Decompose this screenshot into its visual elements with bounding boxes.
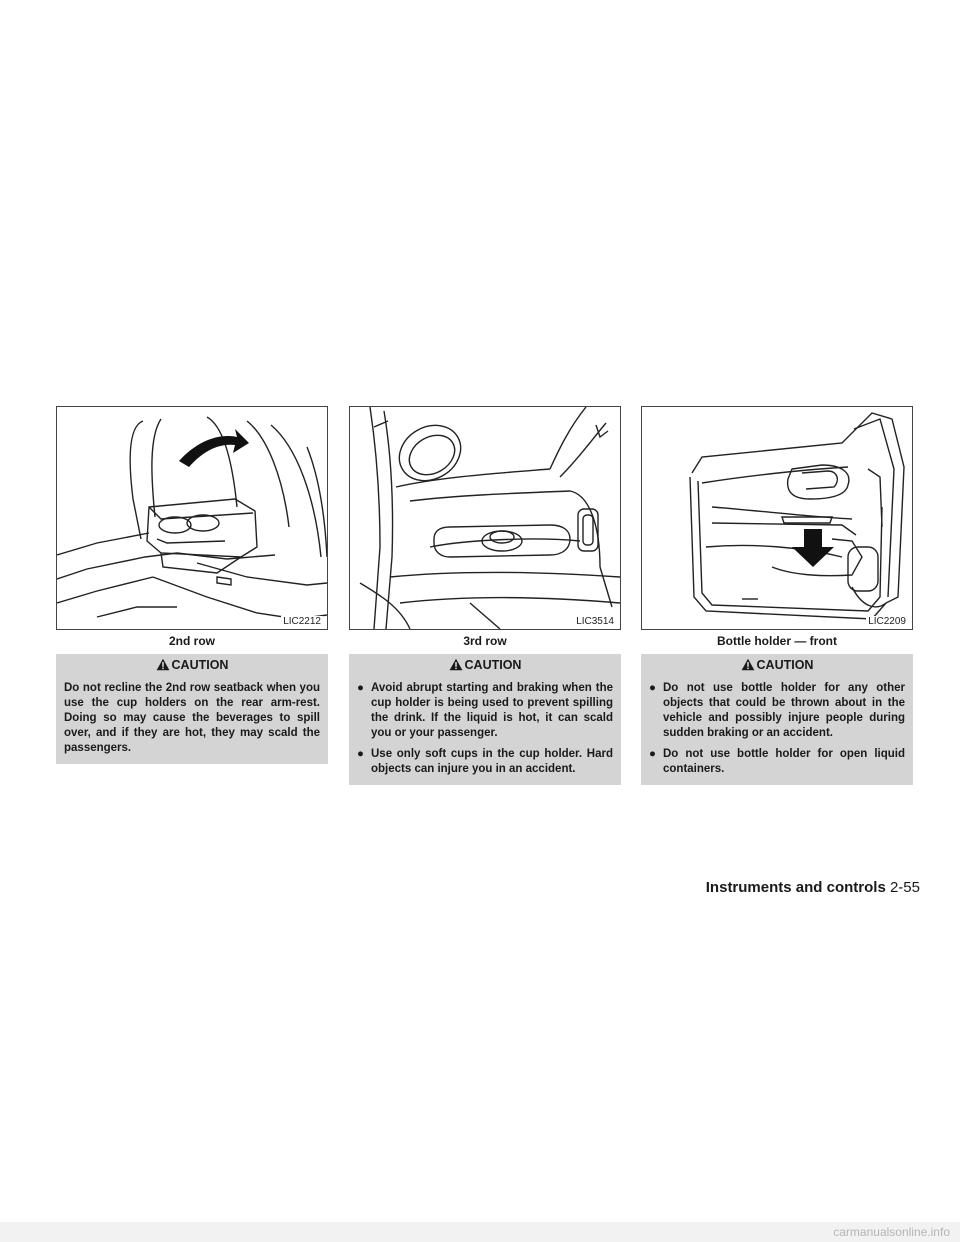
caution-bullet-list xyxy=(357,681,613,777)
caution-bullet: ● Use only soft cups in the cup holder. Hard objects can injure you in an accident. xyxy=(357,748,613,775)
caution-bullet: ● Avoid abrupt starting and braking when the cup holder is being used to prevent spilling the drink. If the liquid is hot, it can scald you or your passenger. xyxy=(357,682,613,739)
figure-2nd-row xyxy=(56,406,328,630)
caution-box xyxy=(56,654,328,764)
illustration-rear-armrest-cup-holder xyxy=(57,407,327,629)
illustration-third-row-cup-holder xyxy=(350,407,620,629)
figure-bottle-holder-front xyxy=(641,406,913,630)
caution-box xyxy=(349,654,621,785)
caution-text: Do not recline the 2nd row seatback when you use the cup holders on the rear arm-rest. Doing so may cause the beverages to spill over, and if they are hot, they may scald the passengers. xyxy=(64,682,320,754)
figure-code: LIC3514 xyxy=(576,616,614,627)
warning-triangle-icon xyxy=(449,658,463,671)
column-1 xyxy=(56,406,328,764)
column-3 xyxy=(641,406,913,785)
caution-box xyxy=(641,654,913,785)
figure-caption: Bottle holder — front xyxy=(717,634,837,648)
figure-code: LIC2212 xyxy=(283,616,321,627)
caution-bullet: ● Do not use bottle holder for open liquid containers. xyxy=(649,748,905,775)
illustration-front-door-bottle-holder xyxy=(642,407,912,629)
caution-heading xyxy=(64,658,320,674)
page-number: 2-55 xyxy=(889,879,920,896)
figure-caption: 3rd row xyxy=(463,634,507,648)
page-footer xyxy=(590,879,920,896)
column-2 xyxy=(349,406,621,785)
caution-heading-text: CAUTION xyxy=(756,658,814,672)
bullet-icon: ● xyxy=(357,682,364,694)
caution-bullet-list xyxy=(649,681,905,777)
caution-heading xyxy=(649,658,905,674)
caution-heading-text: CAUTION xyxy=(171,658,229,672)
warning-triangle-icon xyxy=(156,658,170,671)
warning-triangle-icon xyxy=(741,658,755,671)
figure-code: LIC2209 xyxy=(868,616,906,627)
caution-bullet: ● Do not use bottle holder for any other objects that could be thrown about in the vehicle and possibly injure people during sudden braking or an accident. xyxy=(649,682,905,739)
bullet-icon: ● xyxy=(649,748,656,760)
caution-heading-text: CAUTION xyxy=(464,658,522,672)
caution-heading xyxy=(357,658,613,674)
footer-section-title: Instruments and controls xyxy=(705,879,886,896)
figure-3rd-row xyxy=(349,406,621,630)
figure-caption: 2nd row xyxy=(168,634,215,648)
bullet-icon: ● xyxy=(357,748,364,760)
watermark: carmanualsonline.info xyxy=(0,1222,960,1242)
bullet-icon: ● xyxy=(649,682,656,694)
